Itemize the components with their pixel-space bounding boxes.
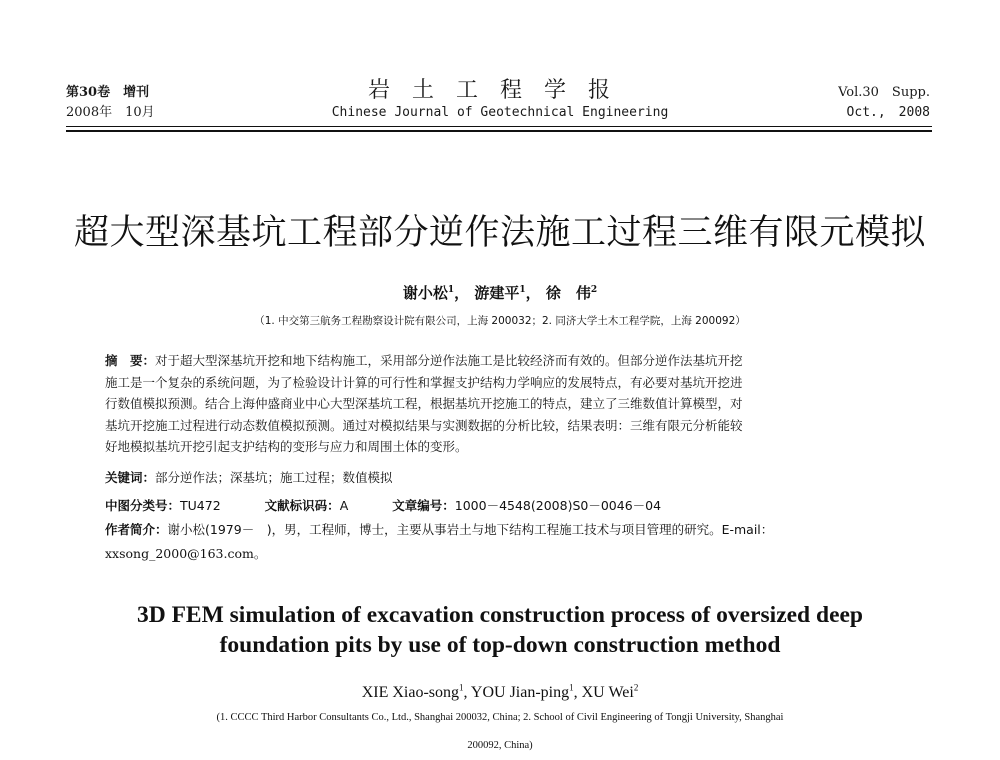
doc-label: 文献标识码： [264, 498, 340, 513]
cn-author-sup: 1 [447, 285, 455, 295]
en-author-name: XU Wei [581, 684, 634, 701]
cn-author-name: 游建平 [474, 284, 520, 302]
chinese-abstract [105, 350, 905, 458]
english-affiliation: (1. CCCC Third Harbor Consultants Co., Ltd., Shanghai 200032, China; 2. School of Civil Engineering of Tongji University, Shanghai [216, 712, 784, 723]
journal-name-en: Chinese Journal of Geotechnical Engineering [331, 105, 669, 120]
abstract-line: 施工是一个复杂的系统问题，为了检验设计计算的可行性和掌握支护结构力学响应的发展特点，有必要对基坑开挖进 [105, 374, 743, 390]
author-bio-label: 作者简介： [105, 522, 168, 537]
english-affiliation-cont: 200092, China) [467, 740, 533, 751]
en-author-name: YOU Jian-ping [470, 684, 570, 701]
header-rule-thick [66, 130, 932, 132]
abstract-line: 好地模拟基坑开挖引起支护结构的变形与应力和周围土体的变形。 [105, 439, 468, 454]
chinese-affiliation: （1. 中交第三航务工程勘察设计院有限公司，上海 200032；2. 同济大学土木工程学院，上海 200092） [254, 315, 746, 327]
english-title [0, 600, 1000, 660]
cn-author-sep: ， [525, 284, 541, 302]
en-author-name: XIE Xiao-song [361, 684, 459, 701]
journal-volume-en: Vol.30 Supp. [838, 85, 930, 100]
journal-date-cn: 2008年 10月 [66, 105, 155, 120]
author-bio-row [105, 520, 905, 540]
chinese-title: 超大型深基坑工程部分逆作法施工过程三维有限元模拟 [73, 213, 926, 253]
abstract-line: 基坑开挖施工过程进行动态数值模拟预测。通过对模拟结果与实测数据的分析比较，结果表明：三维有限元分析能较 [105, 417, 743, 433]
author-email: xxsong_2000@163.com。 [105, 546, 267, 561]
journal-date-en: Oct., 2008 [846, 105, 930, 120]
class-value: TU472 [180, 498, 221, 513]
keywords-label: 关键词： [105, 470, 156, 485]
abstract-label: 摘 要： [105, 353, 156, 368]
en-author-sup: 2 [633, 682, 639, 693]
article-label: 文章编号： [392, 498, 455, 513]
cn-author-name: 谢小松 [402, 284, 448, 302]
english-title-line: foundation pits by use of top-down construction method [219, 632, 781, 658]
doc-value: A [339, 498, 349, 513]
cn-author-sup: 1 [519, 285, 526, 295]
english-title-line: 3D FEM simulation of excavation construction process of oversized deep [136, 602, 864, 628]
en-author-sep: , [573, 684, 582, 701]
cn-author-name: 徐 伟 [545, 284, 591, 302]
chinese-authors [0, 283, 1000, 303]
en-author-sup: 1 [459, 682, 464, 693]
cn-author-sep: ， [454, 284, 470, 302]
keywords-text: 部分逆作法；深基坑；施工过程；数值模拟 [155, 470, 393, 485]
cn-author-sup: 2 [590, 285, 598, 295]
abstract-line: 行数值模拟预测。结合上海仲盛商业中心大型深基坑工程，根据基坑开挖施工的特点，建立了三维数值计算模型，对 [105, 396, 743, 411]
author-bio-text: 谢小松(1979－ )，男，工程师，博士，主要从事岩土与地下结构工程施工技术与项目管理的研究。E-mail： [167, 522, 774, 537]
header-rule-thin [66, 126, 932, 127]
abstract-text: 对于超大型深基坑开挖和地下结构施工，采用部分逆作法施工是比较经济而有效的。但部分逆作法基坑开挖 [155, 353, 743, 368]
journal-name-cn: 岩土工程学报 [367, 78, 632, 103]
en-author-sup: 1 [569, 682, 574, 693]
abstract-line [105, 350, 905, 372]
keywords-row [105, 468, 905, 488]
journal-volume-cn: 第30卷 增刊 [66, 85, 150, 100]
article-value: 1000－4548(2008)S0－0046－04 [454, 498, 662, 513]
class-label: 中图分类号： [105, 498, 181, 513]
english-authors [0, 683, 1000, 703]
classification-row [105, 496, 905, 516]
en-author-sep: , [463, 684, 471, 701]
